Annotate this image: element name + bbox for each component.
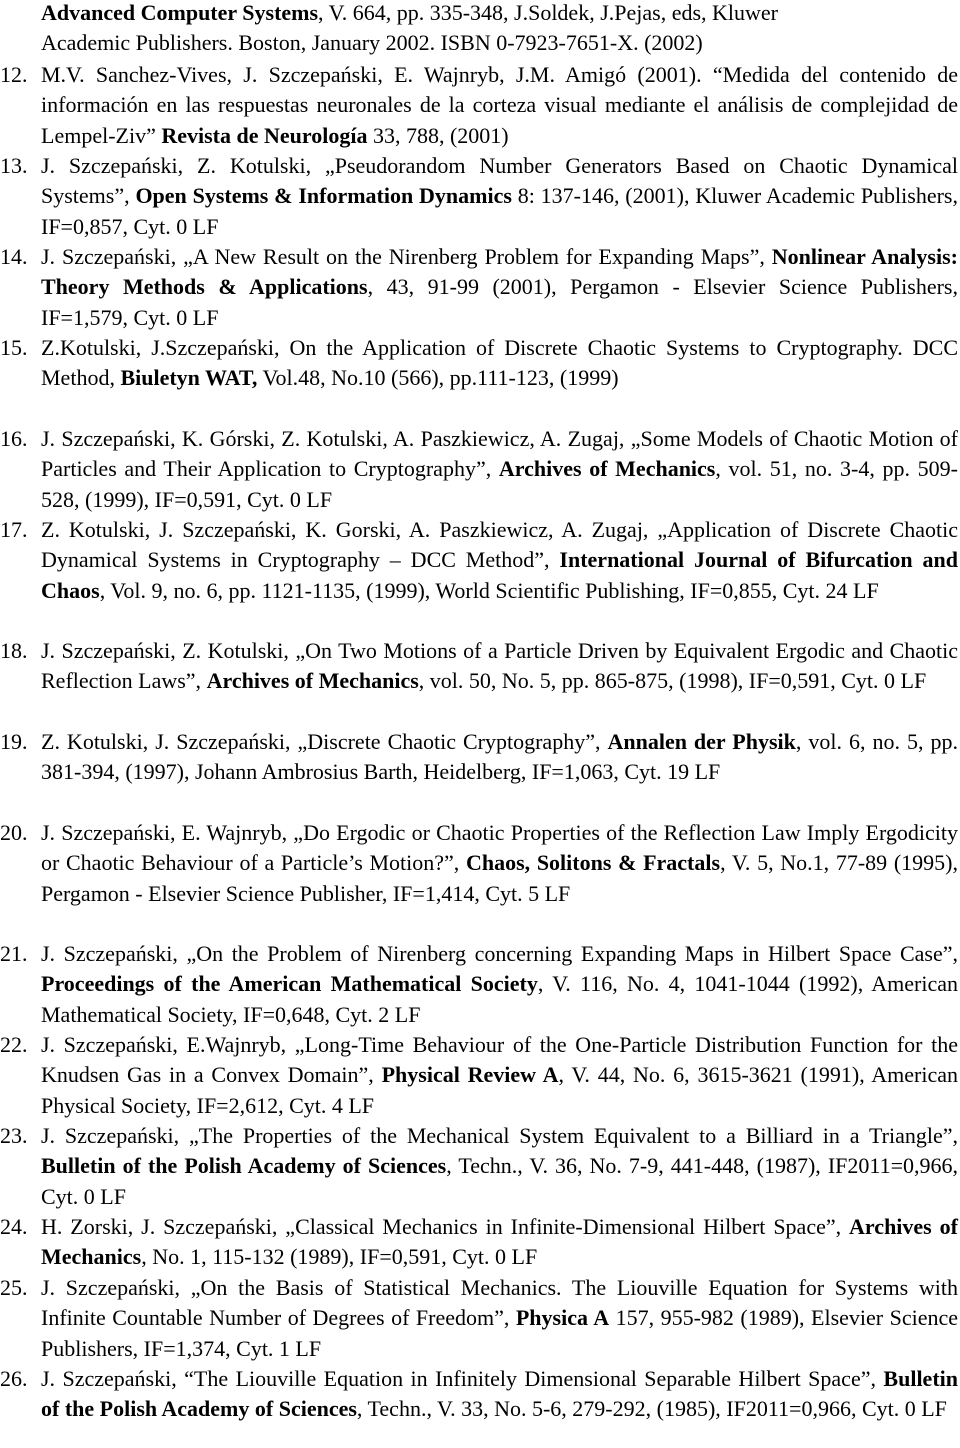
reference-item — [0, 1030, 958, 1121]
reference-number: 24. — [0, 1214, 28, 1239]
journal-title: Physica A — [515, 1305, 610, 1331]
reference-text: J. Szczepański, Z. Kotulski, „Pseudorandom Number Generators Based on Chaotic Dynamical Systems”, — [41, 153, 958, 209]
reference-text: Z. Kotulski, J. Szczepański, „Discrete Chaotic Cryptography”, — [41, 729, 608, 754]
reference-text: J. Szczepański, „The Properties of the Mechanical System Equivalent to a Billiard in a Triangle”, — [41, 1123, 958, 1148]
journal-title: Bulletin of the Polish Academy of Sciences — [41, 1366, 958, 1422]
journal-title: Chaos, Solitons & Fractals — [465, 850, 721, 876]
reference-text: H. Zorski, J. Szczepański, „Classical Mechanics in Infinite-Dimensional Hilbert Space”, — [41, 1214, 850, 1239]
reference-number: 20. — [0, 820, 28, 845]
reference-number: 25. — [0, 1275, 28, 1300]
journal-title: Advanced Computer Systems — [41, 0, 319, 25]
reference-number: 12. — [0, 62, 28, 87]
reference-item — [0, 1273, 958, 1364]
reference-text: , vol. 50, No. 5, pp. 865-875, (1998), IF=0,591, Cyt. 0 LF — [418, 668, 927, 694]
reference-number: 22. — [0, 1032, 28, 1057]
reference-item — [0, 636, 958, 697]
reference-text: J. Szczepański, „A New Result on the Nirenberg Problem for Expanding Maps”, — [41, 244, 772, 269]
reference-text: J. Szczepański, „On the Basis of Statistical Mechanics. The Liouville Equation for Systems with Infinite Countable Number of Degrees of Freedom”, — [41, 1275, 958, 1331]
reference-item — [0, 1121, 958, 1212]
reference-number: 23. — [0, 1123, 28, 1148]
reference-item — [0, 333, 958, 394]
reference-text: , Vol. 9, no. 6, pp. 1121-1135, (1999), World Scientific Publishing, IF=0,855, Cyt. 24 LF — [99, 577, 879, 603]
reference-text: J. Szczepański, Z. Kotulski, „On Two Motions of a Particle Driven by Equivalent Ergodic and Chaotic Reflection Laws”, — [41, 638, 958, 694]
journal-title: Physical Review A — [381, 1062, 559, 1088]
reference-number: 19. — [0, 729, 28, 754]
reference-text: , Techn., V. 36, No. 7-9, 441-448, (1987), IF2011=0,966, Cyt. 0 LF — [41, 1153, 958, 1209]
reference-text: J. Szczepański, “The Liouville Equation in Infinitely Dimensional Separable Hilbert Space”, — [41, 1366, 884, 1391]
reference-text: , V. 5, No.1, 77-89 (1995), Pergamon - Elsevier Science Publisher, IF=1,414, Cyt. 5 LF — [41, 850, 958, 906]
reference-number: 15. — [0, 335, 28, 360]
journal-title: Open Systems & Information Dynamics — [135, 183, 512, 209]
reference-item — [0, 424, 958, 515]
reference-text: 8: 137-146, (2001), Kluwer Academic Publishers, IF=0,857, Cyt. 0 LF — [41, 183, 958, 239]
reference-text: Z.Kotulski, J.Szczepański, On the Application of Discrete Chaotic Systems to Cryptography. DCC Method, — [41, 335, 958, 391]
journal-title: International Journal of Bifurcation and Chaos — [41, 547, 958, 603]
reference-number: 13. — [0, 153, 28, 178]
reference-text: J. Szczepański, K. Górski, Z. Kotulski, A. Paszkiewicz, A. Zugaj, „Some Models of Chaotic Motion of Particles and Their Application to Cryptography”, — [41, 426, 958, 482]
reference-text: Z. Kotulski, J. Szczepański, K. Gorski, A. Paszkiewicz, A. Zugaj, „Application of Discrete Chaotic Dynamical Systems in Cryptography – DCC Method”, — [41, 517, 958, 573]
reference-item — [0, 727, 958, 788]
journal-title: Biuletyn WAT, — [120, 365, 258, 391]
reference-text: , No. 1, 115-132 (1989), IF=0,591, Cyt. 0 LF — [141, 1244, 538, 1270]
reference-item — [0, 151, 958, 242]
reference-text: , 43, 91-99 (2001), Pergamon - Elsevier Science Publishers, IF=1,579, Cyt. 0 LF — [41, 274, 958, 330]
reference-text: , Techn., V. 33, No. 5-6, 279-292, (1985), IF2011=0,966, Cyt. 0 LF — [356, 1396, 947, 1422]
reference-text: , V. 664, pp. 335-348, J.Soldek, J.Pejas, eds, Kluwer — [318, 0, 779, 25]
journal-title: Proceedings of the American Mathematical Society — [41, 971, 538, 997]
reference-item — [0, 1364, 958, 1425]
reference-text: , vol. 6, no. 5, pp. 381-394, (1997), Johann Ambrosius Barth, Heidelberg, IF=1,063, Cyt. 19 LF — [41, 729, 958, 785]
reference-item — [0, 60, 958, 151]
reference-number: 21. — [0, 941, 28, 966]
reference-item — [0, 515, 958, 606]
reference-text: , vol. 51, no. 3-4, pp. 509-528, (1999), IF=0,591, Cyt. 0 LF — [41, 456, 958, 512]
reference-text: J. Szczepański, „On the Problem of Nirenberg concerning Expanding Maps in Hilbert Space Case”, — [41, 941, 958, 966]
reference-text: , V. 116, No. 4, 1041-1044 (1992), American Mathematical Society, IF=0,648, Cyt. 2 LF — [41, 971, 958, 1027]
reference-continuation — [0, 0, 958, 59]
reference-number: 17. — [0, 517, 28, 542]
journal-title: Nonlinear Analysis: Theory Methods & Applications — [41, 244, 958, 300]
journal-title: Annalen der Physik — [607, 729, 796, 754]
reference-item — [0, 818, 958, 909]
journal-title: Archives of Mechanics — [498, 456, 716, 482]
reference-text: J. Szczepański, E.Wajnryb, „Long-Time Behaviour of the One-Particle Distribution Function for the Knudsen Gas in a Convex Domain”, — [41, 1032, 958, 1088]
reference-number: 18. — [0, 638, 28, 663]
reference-text: 157, 955-982 (1989), Elsevier Science Publishers, IF=1,374, Cyt. 1 LF — [41, 1305, 958, 1361]
reference-text: Academic Publishers. Boston, January 2002. ISBN 0-7923-7651-X. (2002) — [41, 30, 703, 56]
journal-title: Bulletin of the Polish Academy of Sciences — [41, 1153, 447, 1179]
journal-title: Archives of Mechanics — [206, 668, 419, 694]
journal-title: Revista de Neurología — [161, 122, 368, 148]
reference-number: 26. — [0, 1366, 28, 1391]
reference-item — [0, 939, 958, 1030]
reference-text: 33, 788, (2001) — [367, 122, 509, 148]
journal-title: Archives of Mechanics — [41, 1214, 958, 1270]
reference-item — [0, 1212, 958, 1273]
reference-item — [0, 242, 958, 333]
reference-text: M.V. Sanchez-Vives, J. Szczepański, E. Wajnryb, J.M. Amigó (2001). “Medida del contenido de información en las respuestas neuronales de la corteza visual mediante el análisis de complejidad de Lempel-Ziv” — [41, 62, 958, 148]
reference-text: , V. 44, No. 6, 3615-3621 (1991), American Physical Society, IF=2,612, Cyt. 4 LF — [41, 1062, 958, 1118]
reference-text: Vol.48, No.10 (566), pp.111-123, (1999) — [257, 365, 619, 391]
reference-text: J. Szczepański, E. Wajnryb, „Do Ergodic or Chaotic Properties of the Reflection Law Imply Ergodicity or Chaotic Behaviour of a Particle’s Motion?”, — [41, 820, 958, 876]
reference-number: 14. — [0, 244, 28, 269]
reference-number: 16. — [0, 426, 28, 451]
